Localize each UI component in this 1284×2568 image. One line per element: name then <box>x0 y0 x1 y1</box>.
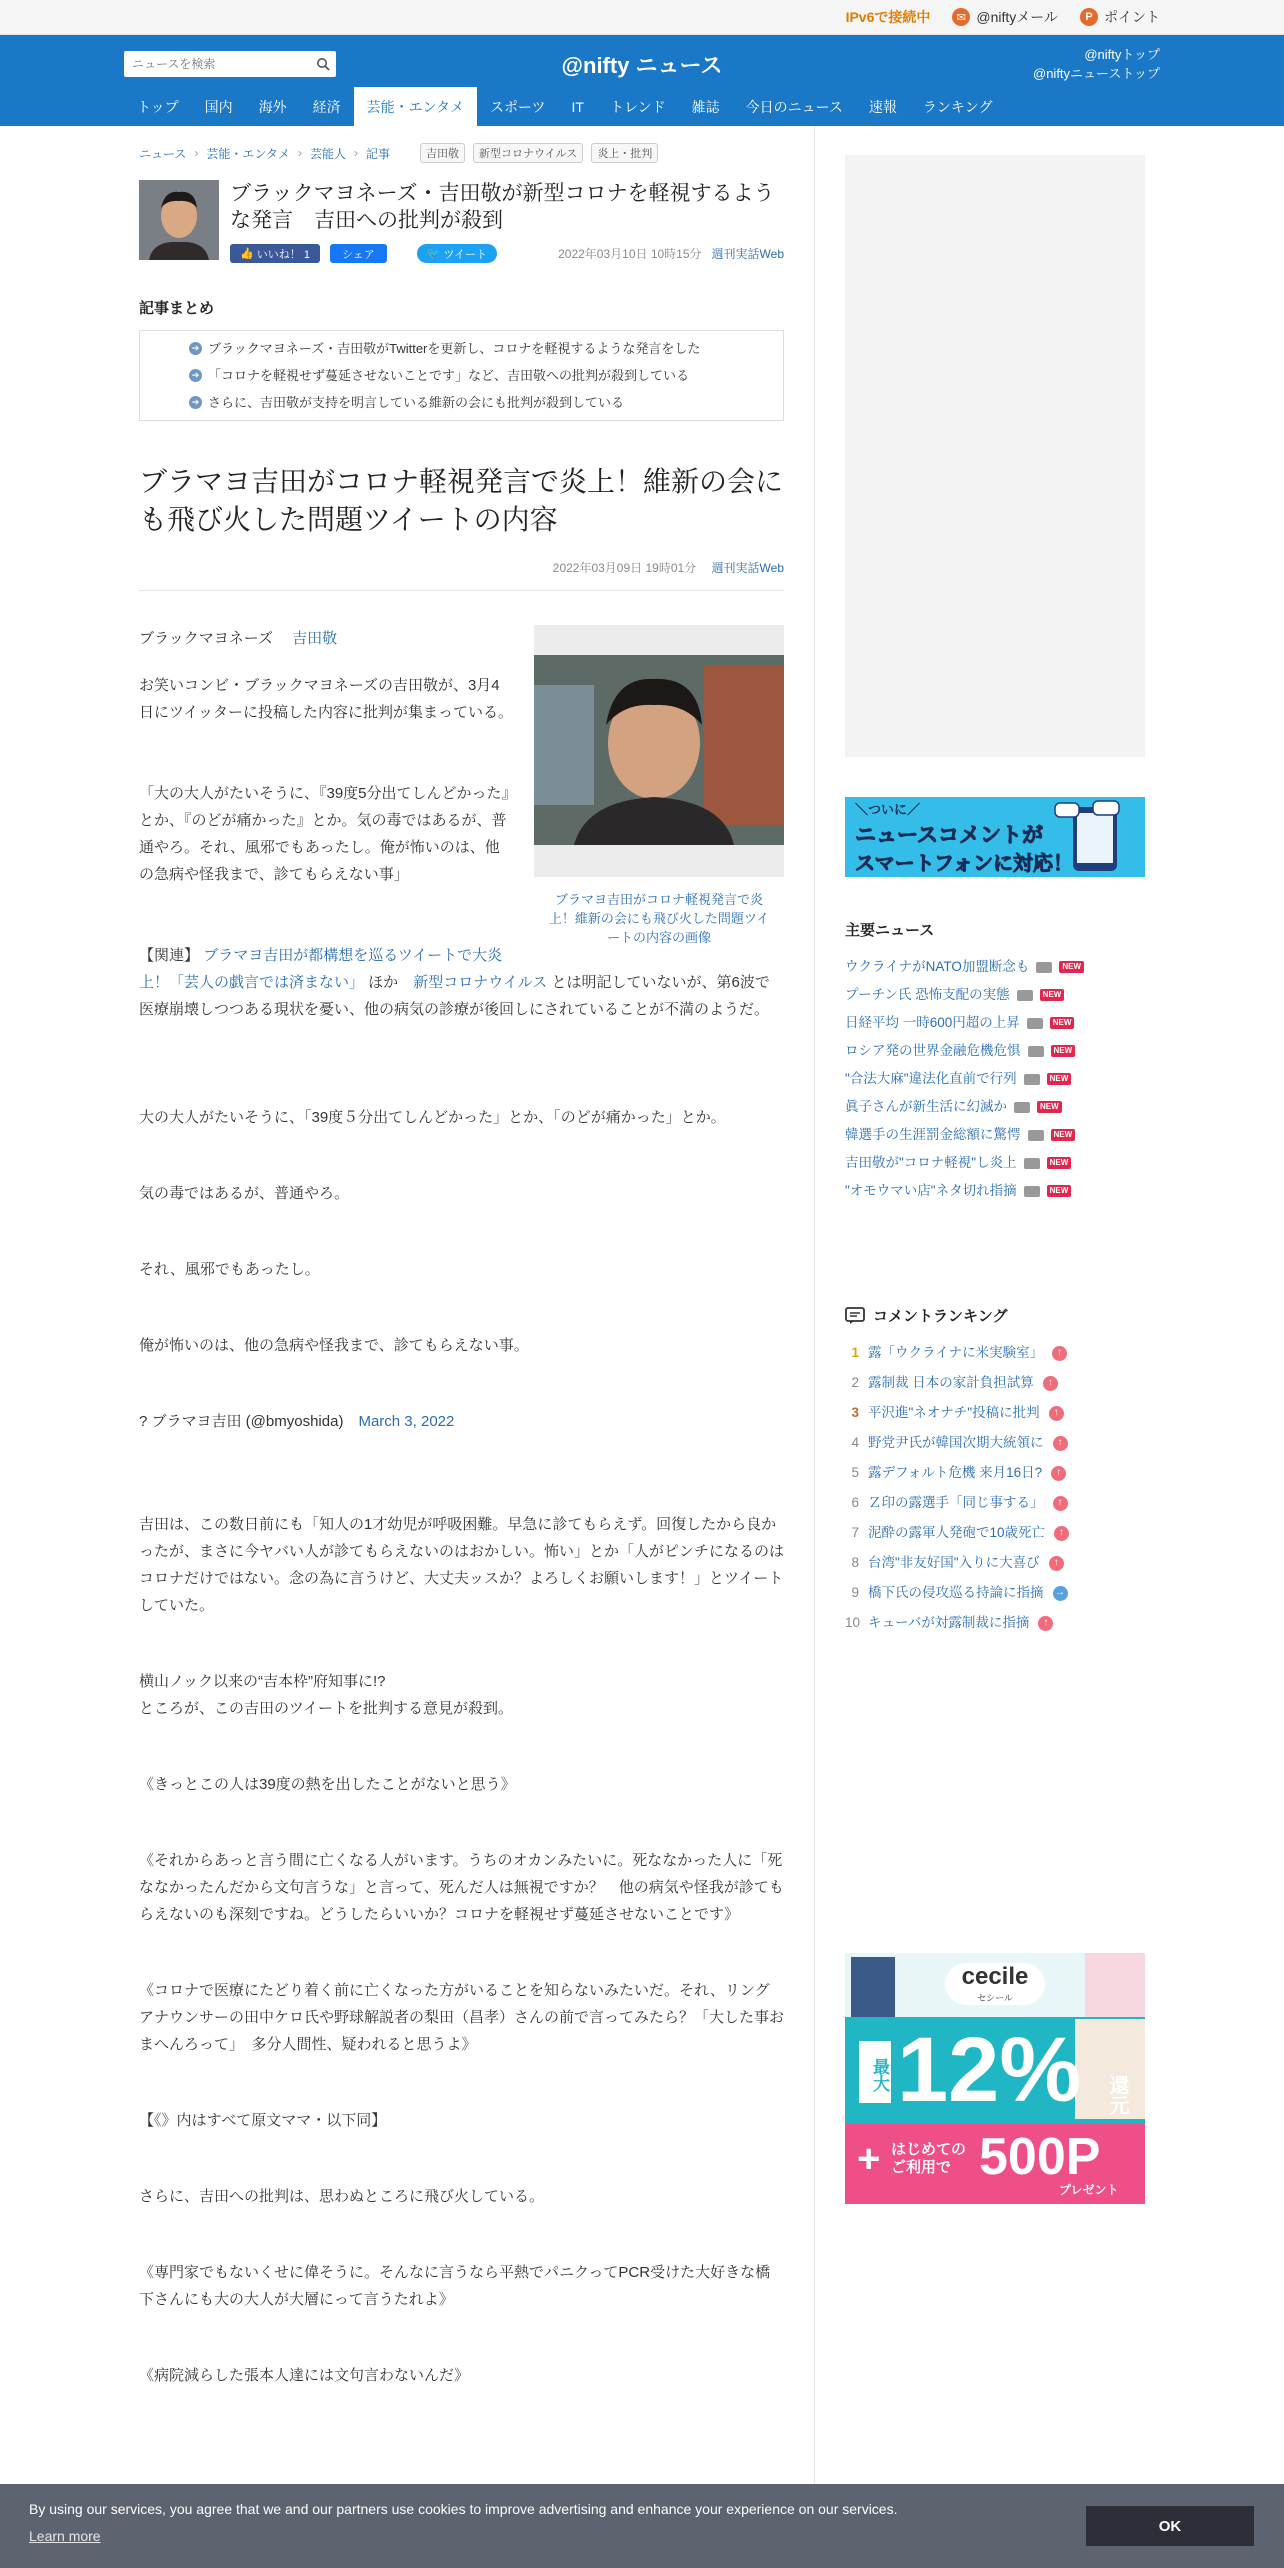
trend-up-icon: ↑ <box>1054 1526 1069 1541</box>
new-badge: NEW <box>1059 961 1084 973</box>
breadcrumb: ニュース › 芸能・エンタメ › 芸能人 › 記事 吉田敬 新型コロナウイルス 炎上・批判 <box>139 142 784 164</box>
rank-number: 5 <box>851 1465 859 1480</box>
main-news-title: 主要ニュース <box>845 922 935 939</box>
quote-line: 気の毒ではあるが、普通やろ。 <box>139 1185 350 1202</box>
news-item[interactable] <box>845 1037 1145 1065</box>
like-button[interactable]: 👍 いいね！ 1 <box>230 244 320 263</box>
summary-box <box>139 330 784 421</box>
ranking-link[interactable]: 泥酔の露軍人発砲で10歳死亡 <box>868 1525 1046 1540</box>
news-item[interactable] <box>845 953 1145 981</box>
camera-icon <box>1028 1046 1044 1057</box>
news-item[interactable] <box>845 1121 1145 1149</box>
share-bar <box>230 244 784 263</box>
new-badge: NEW <box>1040 989 1065 1001</box>
new-badge: NEW <box>1047 1073 1072 1085</box>
corona-link[interactable]: 新型コロナウイルス <box>413 974 548 991</box>
point-label: ポイント <box>1104 9 1160 25</box>
main-column <box>139 142 784 2389</box>
arrow-circle-icon: ➔ <box>189 396 202 409</box>
comment-feature-banner[interactable] <box>845 797 1145 877</box>
rank-number: 2 <box>851 1375 859 1390</box>
byline-name-link[interactable]: 吉田敬 <box>292 630 338 647</box>
trend-up-icon: ↑ <box>1043 1376 1058 1391</box>
point-link[interactable] <box>1080 7 1160 27</box>
ranking-link[interactable]: キューバが対露制裁に指摘 <box>868 1615 1030 1630</box>
rank-number: 7 <box>851 1525 859 1540</box>
ad-first: はじめての ご利用で <box>891 2141 967 2176</box>
trend-up-icon: ↑ <box>1053 1496 1068 1511</box>
rank-number: 9 <box>851 1585 859 1600</box>
rank-number: 1 <box>851 1345 859 1360</box>
top-utility-bar <box>0 0 1284 35</box>
point-icon: P <box>1080 8 1098 26</box>
article-photo[interactable] <box>534 625 784 877</box>
new-badge: NEW <box>1047 1157 1072 1169</box>
news-link[interactable]: 眞子さんが新生活に幻滅か <box>845 1099 1007 1114</box>
quote-paragraph: 《病院減らした張本人達には文句言わないんだ》 <box>139 2367 470 2384</box>
headline-thumbnail <box>139 180 219 260</box>
news-link[interactable]: ロシア発の世界金融危機危惧 <box>845 1043 1021 1058</box>
tweet-button[interactable] <box>417 244 497 263</box>
news-link[interactable]: "合法大麻"違法化直前で行列 <box>845 1071 1017 1086</box>
ranking-link[interactable]: 露デフォルト危機 来月16日? <box>868 1465 1043 1480</box>
tag-yoshida[interactable]: 吉田敬 <box>420 143 465 163</box>
summary-title: 記事まとめ <box>139 300 215 317</box>
paragraph-rest: とは明記していないが、第6波で医療崩壊しつつある現状を憂い、他の病気の診療が後回しにされていることが不満のようだ。 <box>139 974 770 1018</box>
ad-max: 最大 <box>859 2041 891 2103</box>
cecile-ad[interactable] <box>845 1953 1145 2204</box>
camera-icon <box>1024 1186 1040 1197</box>
quote-line: 大の大人がたいそうに、「39度５分出てしんどかった」とか、「のどが痛かった」とか。 <box>139 1109 726 1126</box>
trend-up-icon: ↑ <box>1049 1406 1064 1421</box>
news-link[interactable]: ウクライナがNATO加盟断念も <box>845 959 1030 974</box>
trend-flat-icon: → <box>1053 1586 1068 1601</box>
new-badge: NEW <box>1051 1045 1076 1057</box>
news-item[interactable] <box>845 981 1145 1009</box>
news-link[interactable]: 韓選手の生涯罰金総額に驚愕 <box>845 1127 1021 1142</box>
ranking-item[interactable] <box>845 1608 1145 1638</box>
trend-up-icon: ↑ <box>1049 1556 1064 1571</box>
ranking-item[interactable] <box>845 1548 1145 1578</box>
news-item[interactable] <box>845 1149 1145 1177</box>
ranking-link[interactable]: 野党尹氏が韓国次期大統領に <box>868 1435 1044 1450</box>
site-header <box>0 35 1284 126</box>
nav-top[interactable]: トップ <box>137 98 179 115</box>
ranking-item[interactable] <box>845 1578 1145 1608</box>
rank-number: 10 <box>845 1615 861 1630</box>
ad-return: 還元 <box>1106 2075 1128 2115</box>
like-label: いいね！ 1 <box>256 248 310 261</box>
arrow-circle-icon: ➔ <box>189 342 202 355</box>
nav-trend[interactable]: トレンド <box>609 98 666 115</box>
cookie-consent-bar <box>0 2484 1284 2568</box>
comment-ranking-header <box>845 1305 1145 1326</box>
summary-item <box>139 362 784 389</box>
ad-placeholder[interactable] <box>845 155 1145 757</box>
news-item[interactable] <box>845 1093 1145 1121</box>
category-nav <box>124 87 1006 126</box>
rank-number: 3 <box>851 1405 859 1420</box>
new-badge: NEW <box>1051 1129 1076 1141</box>
news-item[interactable] <box>845 1009 1145 1037</box>
learn-more-link[interactable]: Learn more <box>29 2528 101 2544</box>
banner-text-3: スマートフォンに対応！ <box>855 853 1073 875</box>
fb-share-button[interactable]: シェア <box>330 244 387 263</box>
rank-number: 4 <box>851 1435 859 1450</box>
mail-label: @niftyメール <box>976 9 1058 25</box>
quote-paragraph: 《コロナで医療にたどり着く前に亡くなった方がいることを知らないみたいだ。それ、リングアナウンサーの田中ケロ氏や野球解説者の梨田（昌孝）さんの前で言ってみたら？「大した事おまへんろって」 多分人間性、疑われると思うよ》 <box>139 1982 785 2053</box>
camera-icon <box>1027 1018 1043 1029</box>
new-badge: NEW <box>1047 1185 1072 1197</box>
new-badge: NEW <box>1037 1101 1062 1113</box>
related-mid: ほか <box>364 974 399 991</box>
nav-overseas[interactable]: 海外 <box>258 98 287 115</box>
trend-up-icon: ↑ <box>1052 1346 1067 1361</box>
ranking-link[interactable]: 台湾"非友好国"入りに大喜び <box>868 1555 1040 1570</box>
ranking-link[interactable]: 橋下氏の侵攻巡る持論に指摘 <box>868 1585 1044 1600</box>
summary-item <box>139 389 784 416</box>
comment-ranking-title: コメントランキング <box>873 1308 1008 1325</box>
article-title: ブラマヨ吉田がコロナ軽視発言で炎上！維新の会にも飛び火した問題ツイートの内容 <box>139 466 784 535</box>
article-figure <box>534 625 784 947</box>
paragraph: お笑いコンビ・ブラックマヨネーズの吉田敬が、3月4日にツイッターに投稿した内容に批判が集まっている。 <box>139 677 513 721</box>
rank-number: 8 <box>851 1555 859 1570</box>
article-date: 2022年03月09日 19時01分 <box>552 561 697 575</box>
comment-icon <box>845 1307 865 1325</box>
tweet-date-link[interactable]: March 3, 2022 <box>358 1413 455 1430</box>
camera-icon <box>1028 1130 1044 1141</box>
ranking-item[interactable] <box>845 1368 1145 1398</box>
brand-sub: セシール <box>977 1993 1013 2003</box>
quote-paragraph: 《きっとこの人は39度の熱を出したことがないと思う》 <box>139 1776 516 1793</box>
news-link[interactable]: "オモウマい店"ネタ切れ指摘 <box>845 1183 1017 1198</box>
news-item[interactable] <box>845 1065 1145 1093</box>
ranking-link[interactable]: 平沢進"ネオナチ"投稿に批判 <box>868 1405 1040 1420</box>
nav-entertainment[interactable]: 芸能・エンタメ <box>354 87 477 126</box>
camera-icon <box>1036 962 1052 973</box>
related-paragraph <box>139 942 784 1023</box>
nifty-top-link[interactable]: @niftyトップ <box>1084 47 1160 62</box>
summary-item <box>139 335 784 362</box>
nav-sports[interactable]: スポーツ <box>490 98 546 115</box>
headline: ブラックマヨネーズ・吉田敬が新型コロナを軽視するような発言 吉田への批判が殺到 <box>230 182 775 232</box>
ad-percent: 12% <box>897 2019 1082 2121</box>
cookie-text: By using our services, you agree that we and our partners use cookies to improve advertising and enhance your experience on our services. <box>29 2501 898 2517</box>
news-link[interactable]: 吉田敬が"コロナ軽視"し炎上 <box>845 1155 1017 1170</box>
banner-text-1: ＼ついに／ <box>855 802 921 817</box>
source-link[interactable]: 週刊実話Web <box>711 247 784 261</box>
related-link[interactable]: ブラマヨ吉田が都構想を巡るツイートで大炎上！「芸人の戯言では済まない」 <box>139 947 503 991</box>
sidebar <box>845 155 1145 1638</box>
tweet-credit <box>139 1408 784 1435</box>
paragraph: さらに、吉田への批判は、思わぬところに飛び火している。 <box>139 2188 545 2205</box>
site-logo[interactable]: @nifty ニュース <box>561 53 723 78</box>
ranking-item[interactable] <box>845 1518 1145 1548</box>
breadcrumb-article[interactable]: 記事 <box>365 146 390 161</box>
summary-text: ブラックマヨネーズ・吉田敬がTwitterを更新し、コロナを軽視するような発言をした <box>208 341 701 356</box>
brand-name: cecile <box>961 1963 1029 1990</box>
tweet-author: ? ブラマヨ吉田 (@bmyoshida) <box>139 1413 344 1430</box>
nifty-mail-link[interactable] <box>952 7 1058 27</box>
nav-domestic[interactable]: 国内 <box>204 98 233 115</box>
ranking-link[interactable]: 露「ウクライナに米実験室」 <box>868 1345 1044 1360</box>
camera-icon <box>1017 990 1033 1001</box>
paragraph: 「大の大人がたいそうに、『39度5分出てしんどかった』とか、『のどが痛かった』とか。気の毒ではあるが、普通やろ。それ、風邪でもあったし。俺が怖いのは、他の急病や怪我まで、診てもらえない事」 <box>139 785 510 883</box>
trend-up-icon: ↑ <box>1038 1616 1053 1631</box>
nav-breaking[interactable]: 速報 <box>868 98 897 115</box>
ranking-item[interactable] <box>845 1488 1145 1518</box>
related-label: 【関連】 <box>139 947 200 964</box>
nav-economy[interactable]: 経済 <box>312 98 341 115</box>
ad-points: 500P <box>979 2128 1101 2186</box>
paragraph: 【《》内はすべて原文ママ・以下同】 <box>139 2112 387 2129</box>
quote-line: 俺が怖いのは、他の急病や怪我まで、診てもらえない事。 <box>139 1337 529 1354</box>
ranking-link[interactable]: 露制裁 日本の家計負担試算 <box>868 1375 1034 1390</box>
photo-caption[interactable]: ブラマヨ吉田がコロナ軽視発言で炎上！維新の会にも飛び火した問題ツイートの内容の画像 <box>548 892 770 945</box>
header-links <box>1033 45 1160 83</box>
ranking-link[interactable]: Ｚ印の露選手「同じ事する」 <box>868 1495 1044 1510</box>
article-body <box>139 625 784 2389</box>
camera-icon <box>1024 1158 1040 1169</box>
nav-today[interactable]: 今日のニュース <box>745 98 843 115</box>
column-divider <box>814 126 815 2484</box>
ad-present: プレゼント <box>1059 2183 1119 2197</box>
quote-line: それ、風邪でもあったし。 <box>139 1261 320 1278</box>
nifty-news-top-link[interactable]: @niftyニューストップ <box>1033 66 1160 81</box>
news-item[interactable] <box>845 1177 1145 1205</box>
summary-text: さらに、吉田敬が支持を明言している維新の会にも批判が殺到している <box>208 395 625 410</box>
ranking-item[interactable] <box>845 1338 1145 1368</box>
ipv6-status: IPv6で接続中 <box>845 9 931 25</box>
banner-text-2: ニュースコメントが <box>855 824 1043 847</box>
arrow-circle-icon: ➔ <box>189 369 202 382</box>
trend-up-icon: ↑ <box>1053 1436 1068 1451</box>
article-meta <box>139 559 784 591</box>
tag-corona[interactable]: 新型コロナウイルス <box>473 143 583 163</box>
trend-up-icon: ↑ <box>1051 1466 1066 1481</box>
main-news-list <box>845 953 1145 1205</box>
new-badge: NEW <box>1050 1017 1075 1029</box>
ranking-item[interactable] <box>845 1398 1145 1428</box>
camera-icon <box>1024 1074 1040 1085</box>
ranking-item[interactable] <box>845 1428 1145 1458</box>
tag-criticism[interactable]: 炎上・批判 <box>591 143 658 163</box>
breadcrumb-news[interactable]: ニュース <box>139 146 187 161</box>
quote-paragraph: 《それからあっと言う間に亡くなる人がいます。うちのオカンみたいに。死ななかった人に「死ななかったんだから文句言うな」と言って、死んだ人は無視ですか？ 他の病気や怪我が診てもらえないのも深刻ですね。どうしたらいいか？コロナを軽視せず蔓延させないことです》 <box>139 1852 784 1923</box>
mail-icon: ✉ <box>952 8 970 26</box>
news-link[interactable]: 日経平均 一時600円超の上昇 <box>845 1015 1020 1030</box>
article-header <box>139 180 784 263</box>
byline-group: ブラックマヨネーズ <box>139 630 273 647</box>
subheading: 横山ノック以来の“吉本枠”府知事に!? <box>139 1673 386 1690</box>
tweet-label: ツイート <box>443 248 487 261</box>
rank-number: 6 <box>851 1495 859 1510</box>
paragraph: 吉田は、この数日前にも「知人の1才幼児が呼吸困難。早急に診てもらえず。回復したから良かったが、まさに今ヤバい人が診てもらえないのはおかしい。怖い」とか「人がピンチになるのはコロナだけではない。念の為に言うけど、大丈夫ッスか？よろしくお願いします！」とツイートしていた。 <box>139 1516 785 1614</box>
twitter-icon: 🐦 <box>426 248 441 260</box>
publish-date: 2022年03月10日 10時15分 <box>558 247 702 261</box>
summary-text: 「コロナを軽視せず蔓延させないことです」など、吉田敬への批判が殺到している <box>208 368 690 383</box>
nav-ranking[interactable]: ランキング <box>922 98 993 115</box>
breadcrumb-celebrity[interactable]: 芸能人 <box>309 146 346 161</box>
breadcrumb-entertainment[interactable]: 芸能・エンタメ <box>206 146 290 161</box>
paragraph: ところが、この吉田のツイートを批判する意見が殺到。 <box>139 1700 513 1717</box>
plus-icon: + <box>857 2137 881 2181</box>
article-source-link[interactable]: 週刊実話Web <box>711 561 784 575</box>
camera-icon <box>1014 1102 1030 1113</box>
comment-ranking-list <box>845 1338 1145 1638</box>
news-link[interactable]: プーチン氏 恐怖支配の実態 <box>845 987 1010 1002</box>
brand-logo <box>945 1963 1045 2005</box>
quote-paragraph: 《専門家でもないくせに偉そうに。そんなに言うなら平熱でパニクってPCR受けた大好きな橋下さんにも大の大人が大層にって言うたれよ》 <box>139 2264 771 2308</box>
ranking-item[interactable] <box>845 1458 1145 1488</box>
nav-it[interactable]: IT <box>571 98 584 115</box>
cookie-ok-button[interactable]: OK <box>1086 2506 1254 2546</box>
nav-magazine[interactable]: 雑誌 <box>691 98 720 115</box>
